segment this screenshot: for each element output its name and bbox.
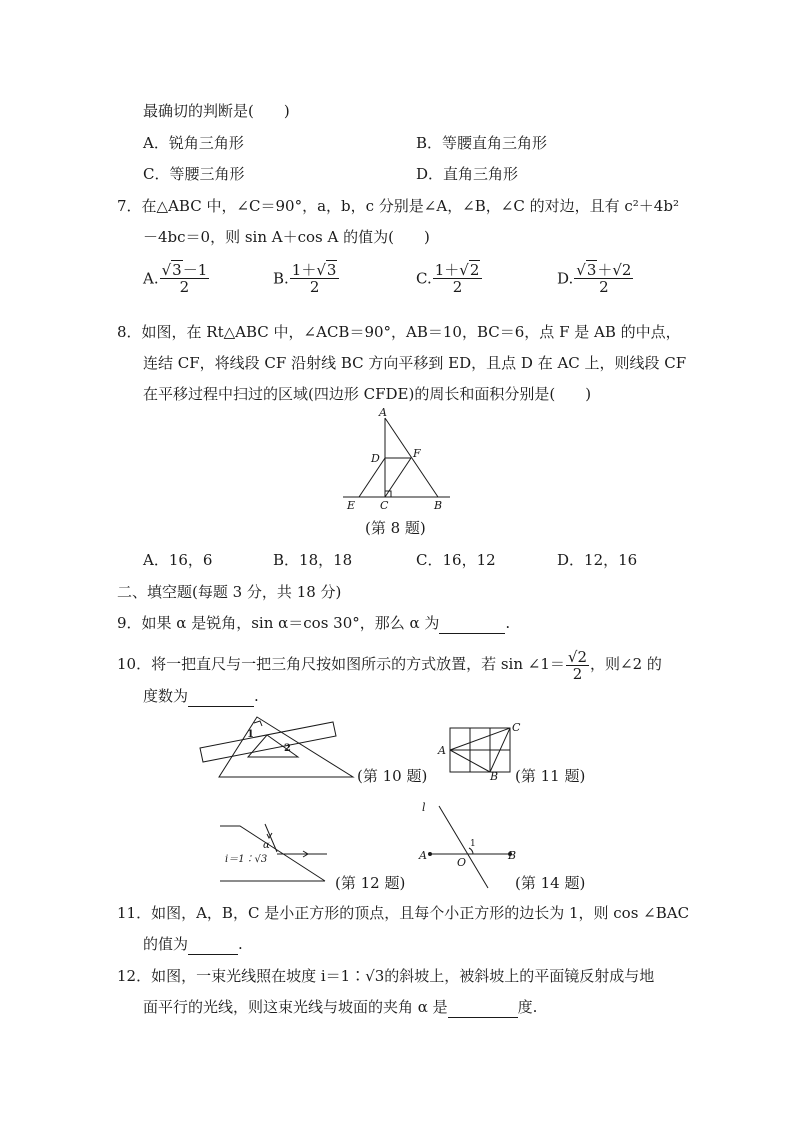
q6-option-c: C．等腰三角形 [143, 165, 245, 183]
frac-num-pre: √ [161, 261, 172, 279]
label-c: C [512, 721, 521, 734]
q8-option-b: B．18，18 [273, 551, 353, 569]
q8-figure [335, 405, 465, 513]
frac-num-radicand: 3 [326, 261, 337, 279]
frac-num-radicand: 3 [586, 261, 597, 279]
slope-ratio-label: i＝1∶√3 [225, 854, 268, 865]
q12-end: 度. [517, 998, 538, 1016]
q8-line-3: 在平移过程中扫过的区域(四边形 CFDE)的周长和面积分别是( ) [143, 385, 592, 403]
label-a: A [419, 849, 427, 862]
fig10-ruler-triangle [195, 712, 365, 782]
q11-answer-blank[interactable] [188, 934, 238, 955]
q12-line2-text: 面平行的光线，则这束光线与坡面的夹角 α 是 [143, 998, 448, 1016]
fig11-grid [430, 718, 526, 780]
label-e: E [347, 499, 356, 512]
q6-option-a: A．锐角三角形 [143, 134, 244, 152]
label-c: C [380, 499, 389, 512]
q8-option-c: C．16，12 [416, 551, 496, 569]
q6-option-b: B．等腰直角三角形 [416, 134, 548, 152]
fig14-caption: (第 14 题) [515, 874, 586, 892]
q6-option-d: D．直角三角形 [416, 165, 519, 183]
fig14-lines [415, 798, 525, 890]
frac-den: 2 [599, 278, 609, 296]
q8-line-1: 8．如图，在 Rt△ABC 中，∠ACB＝90°，AB＝10，BC＝6，点 F 是 AB 的中点， [117, 323, 681, 341]
q10-line-2 [143, 686, 259, 707]
alpha-label: α [263, 840, 270, 851]
q11-end: . [238, 935, 243, 953]
q7-option-a [143, 262, 210, 295]
frac-num-radicand: 2 [469, 261, 480, 279]
q11-line2-text: 的值为 [143, 935, 189, 953]
label-a: A [379, 406, 387, 419]
frac-num-pre: 1＋√ [434, 261, 469, 279]
q7-option-fraction [433, 262, 483, 295]
fig10-caption: (第 10 题) [357, 767, 428, 785]
q12-answer-blank[interactable] [448, 997, 518, 1018]
frac-den: 2 [572, 664, 583, 683]
frac-num-post: ＋√2 [597, 261, 632, 279]
angle-2-label: 2 [284, 743, 291, 754]
fig12-caption: (第 12 题) [335, 874, 406, 892]
q10-line-1 [117, 646, 662, 682]
q9-text: 9．如果 α 是锐角，sin α＝cos 30°，那么 α 为 [117, 614, 440, 632]
q7-option-fraction [290, 262, 340, 295]
ruler [200, 722, 336, 762]
angle-1-label: 1 [247, 729, 254, 740]
q7-option-c [416, 262, 483, 295]
q7-option-letter: D. [557, 269, 574, 288]
frac-num-pre: √ [576, 261, 586, 279]
q10-post: ，则∠2 的 [590, 655, 662, 673]
label-b: B [508, 849, 517, 862]
q10-line2-text: 度数为 [143, 687, 189, 705]
label-l: l [422, 801, 426, 814]
q7-option-letter: C. [416, 269, 432, 288]
section-fill-in-heading: 二、填空题(每题 3 分，共 18 分) [117, 583, 342, 601]
q10-fraction [566, 649, 589, 682]
label-b: B [434, 499, 443, 512]
q12-line-2 [143, 997, 537, 1018]
q7-option-fraction [160, 262, 210, 295]
fig12-slope [215, 818, 335, 888]
q10-end: . [254, 687, 259, 705]
frac-num-pre: 1＋√ [291, 261, 326, 279]
q9-end: . [505, 614, 511, 632]
q11-line-2 [143, 934, 243, 955]
q7-option-d [557, 262, 634, 295]
label-o: O [457, 856, 467, 869]
right-angle-mark [254, 721, 262, 726]
q8-option-d: D．12，16 [557, 551, 638, 569]
q7-line-2: －4bc＝0，则 sin A＋cos A 的值为( ) [143, 228, 430, 246]
label-d: D [371, 452, 380, 465]
q7-option-fraction [574, 262, 633, 295]
line-l [439, 806, 488, 888]
label-f: F [413, 447, 421, 460]
fig11-caption: (第 11 题) [515, 767, 586, 785]
q10-pre: 10．将一把直尺与一把三角尺按如图所示的方式放置，若 sin ∠1＝ [117, 655, 565, 673]
frac-den: 2 [452, 278, 463, 296]
q9-line [117, 613, 510, 634]
q8-line-2: 连结 CF，将线段 CF 沿射线 BC 方向平移到 ED，且点 D 在 AC 上，则线段 CF [143, 354, 687, 372]
frac-den: 2 [179, 278, 190, 296]
q8-caption: (第 8 题) [365, 519, 426, 537]
label-b: B [490, 770, 499, 780]
q7-line-1: 7．在△ABC 中，∠C＝90°，a，b，c 分别是∠A，∠B，∠C 的对边，且有 c²＋4b² [117, 197, 679, 215]
frac-num-post: －1 [182, 261, 208, 279]
q7-option-letter: B. [273, 269, 289, 288]
frac-num: √2 [567, 647, 588, 666]
q10-answer-blank[interactable] [188, 686, 254, 707]
q7-option-b [273, 262, 340, 295]
frac-den: 2 [309, 278, 320, 296]
frac-num-radicand: 3 [172, 261, 182, 279]
label-a: A [438, 744, 446, 757]
q6-stem-end: 最确切的判断是( ) [143, 102, 290, 120]
q9-answer-blank[interactable] [439, 613, 505, 634]
q11-line-1: 11．如图，A，B，C 是小正方形的顶点，且每个小正方形的边长为 1，则 cos ∠BAC [117, 904, 690, 922]
q7-option-letter: A. [143, 269, 159, 288]
label-1: 1 [470, 839, 476, 849]
q12-line-1: 12．如图，一束光线照在坡度 i＝1∶√3的斜坡上，被斜坡上的平面镜反射成与地 [117, 967, 655, 985]
q8-option-a: A．16，6 [143, 551, 213, 569]
point-a [429, 853, 432, 856]
